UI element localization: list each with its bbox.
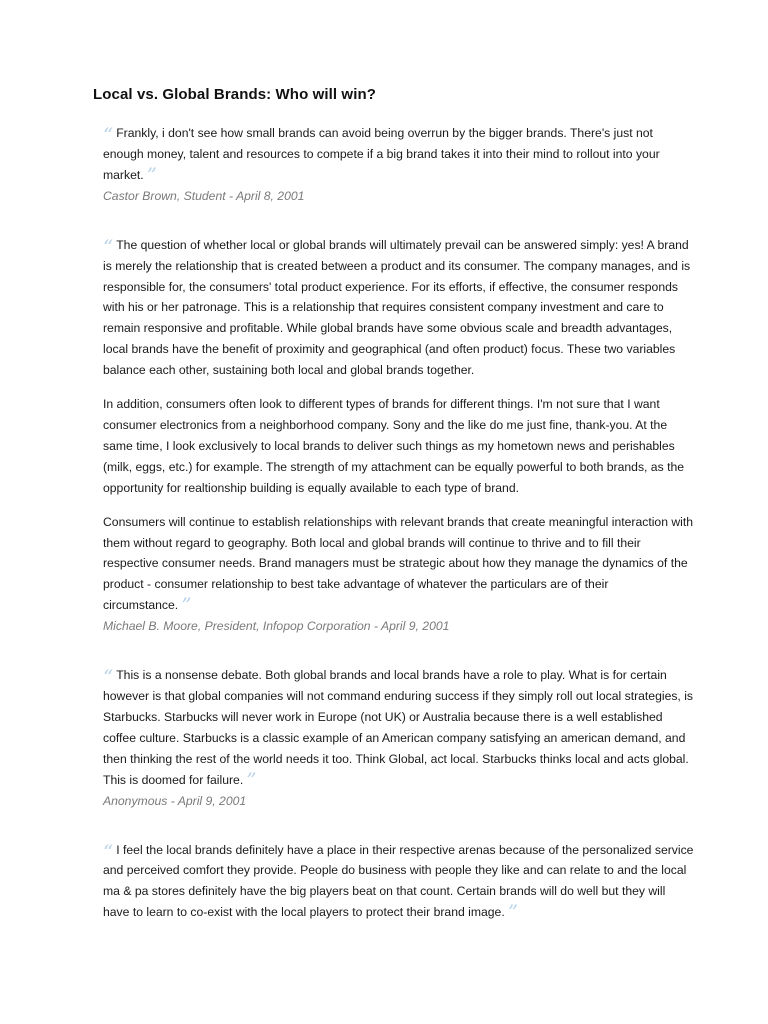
comment bbox=[103, 235, 695, 636]
open-quote-icon: “ bbox=[103, 839, 114, 864]
comment-text: Consumers will continue to establish relationships with relevant brands that create meaningful interaction with them without regard to geography. Both local and global brands will continue to thrive and to fill their respective consumer needs. Brand managers must be strategic about how they manage the dynamics of the product - consumer relationship to best take advantage of whatever the particulars are of their circumstance. bbox=[103, 514, 694, 613]
comment-paragraph bbox=[103, 840, 695, 924]
open-quote-icon: “ bbox=[103, 123, 114, 147]
comment-paragraph bbox=[103, 235, 695, 381]
comment-text: The question of whether local or global brands will ultimately prevail can be answered simply: yes! A brand is merely the relationship that is created between a product and its consumer. The company manages, and is responsible for, the consumers' total product experience. For its efforts, if effective, the consumer responds with his or her patronage. This is a relationship that requires consistent company investment and care to remain responsive and profitable. While global brands have some obvious scale and breadth advantages, local brands have the benefit of proximity and geographical (and often product) focus. These two variables balance each other, sustaining both local and global brands together. bbox=[103, 237, 691, 378]
comment bbox=[103, 665, 695, 810]
comment-paragraph bbox=[103, 123, 695, 186]
comment bbox=[103, 123, 695, 206]
close-quote-icon: ” bbox=[246, 767, 257, 792]
comment-text: In addition, consumers often look to different types of brands for different things. I'm not sure that I want consumer electronics from a neighborhood company. Sony and the like do me just fine, thank-you. At the same time, I look exclusively to local brands to deliver such things as my hometown news and perishables (milk, eggs, etc.) for example. The strength of my attachment can be equally powerful to both brands, as the opportunity for realtionship building is equally available to each type of brand. bbox=[103, 397, 685, 495]
close-quote-icon: ” bbox=[507, 900, 518, 925]
close-quote-icon: ” bbox=[181, 593, 192, 618]
comment bbox=[103, 840, 695, 924]
comment-byline: Anonymous - April 9, 2001 bbox=[103, 793, 247, 808]
comment-text: Frankly, i don't see how small brands can avoid being overrun by the bigger brands. There's just not enough money, talent and resources to compete if a big brand takes it into their mind to rollout into your market. bbox=[103, 126, 660, 182]
page-title: Local vs. Global Brands: Who will win? bbox=[93, 86, 376, 103]
comment-byline: Michael B. Moore, President, Infopop Corporation - April 9, 2001 bbox=[103, 619, 450, 634]
open-quote-icon: “ bbox=[103, 665, 114, 690]
comment-text: This is a nonsense debate. Both global brands and local brands have a role to play. What is for certain however is that global companies will not command enduring success if they simply roll out local strategies, is Starbucks. Starbucks will never work in Europe (not UK) or Australia because there is a well established coffee culture. Starbucks is a classic example of an American company satisfying an american demand, and then thinking the rest of the world needs it too. Think Global, act local. Starbucks thinks local and acts global. This is doomed for failure. bbox=[103, 668, 694, 787]
close-quote-icon: ” bbox=[146, 162, 157, 187]
comment-text: I feel the local brands definitely have a place in their respective arenas because of the personalized service and perceived comfort they provide. People do business with people they like and can relate to and the local ma & pa stores definitely have the big players beat on that count. Certain brands will do well but they will have to learn to co-exist with the local players to protect their brand image. bbox=[103, 842, 694, 920]
comment-byline: Castor Brown, Student - April 8, 2001 bbox=[103, 188, 305, 203]
comment-paragraph bbox=[103, 665, 695, 790]
comment-list bbox=[103, 123, 695, 923]
open-quote-icon: “ bbox=[103, 234, 114, 259]
comment-paragraph bbox=[103, 512, 695, 617]
comment-paragraph bbox=[103, 394, 695, 499]
